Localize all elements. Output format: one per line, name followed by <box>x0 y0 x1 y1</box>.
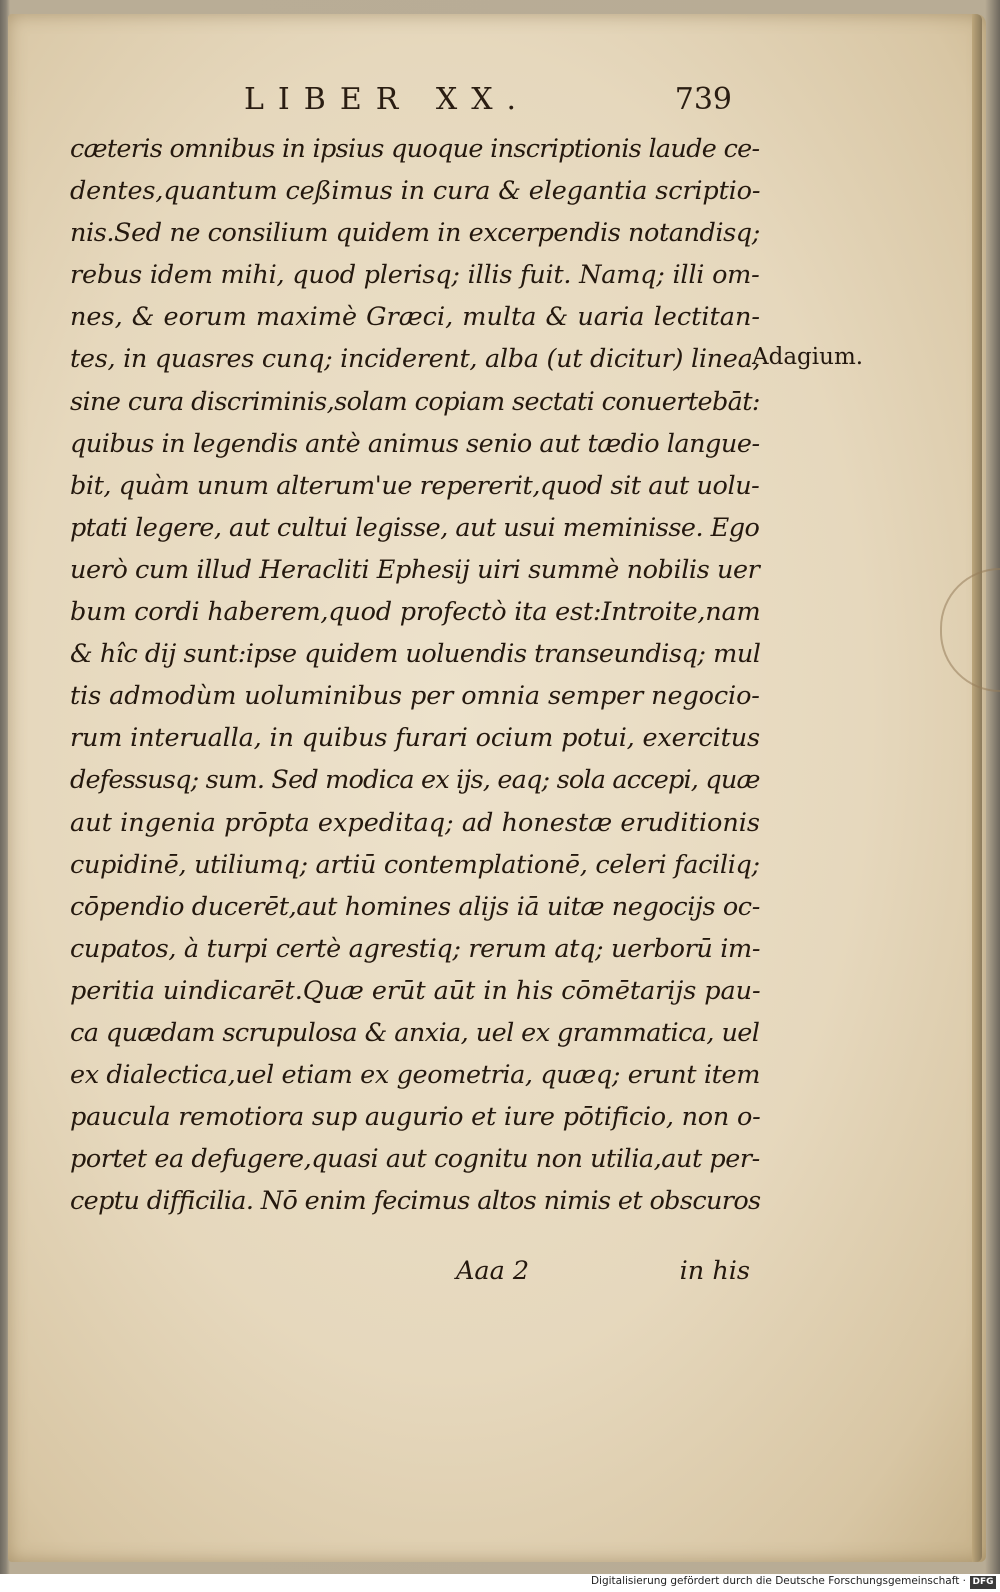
text-line: nes, & eorum maximè Græci, multa & uaria lectitan- <box>70 302 760 333</box>
text-line: dentes,quantum ceßimus in cura & elegantia scriptio- <box>70 176 761 207</box>
signature-mark: Aaa 2 <box>456 1256 530 1286</box>
page-number: 739 <box>674 82 732 117</box>
text-line: aut ingenia prōpta expeditaq; ad honestæ eruditionis <box>70 807 760 838</box>
dfg-logo-icon: DFG <box>970 1576 996 1589</box>
text-line: portet ea defugere,quasi aut cognitu non utilia,aut per- <box>70 1144 760 1175</box>
body-text <box>70 128 760 1222</box>
text-line: tes, in quasres cunq; inciderent, alba (ut dicitur) linea, <box>70 344 761 375</box>
text-line: & hîc dij sunt:ipse quidem uoluendis transeundisq; mul <box>70 639 761 670</box>
text-line: rum interualla, in quibus furari ocium potui, exercitus <box>70 723 760 754</box>
text-line: ex dialectica,uel etiam ex geometria, quæq; erunt item <box>70 1060 760 1091</box>
text-line: cupidinē, utiliumq; artiū contemplationē, celeri faciliq; <box>70 849 760 880</box>
text-line: tis admodùm uoluminibus per omnia semper negocio- <box>70 681 760 712</box>
catchline <box>70 1256 760 1298</box>
text-line: sine cura discriminis,solam copiam sectati conuertebāt: <box>70 386 760 417</box>
funding-credit: Digitalisierung gefördert durch die Deutsche Forschungsgemeinschaft · <box>590 1575 966 1587</box>
text-line: uerò cum illud Heracliti Ephesij uiri summè nobilis uer <box>70 554 760 585</box>
text-line: quibus in legendis antè animus senio aut tædio langue- <box>70 428 760 459</box>
text-line: cæteris omnibus in ipsius quoque inscriptionis laude ce- <box>70 134 760 164</box>
margin-note: Adagium. <box>752 344 864 370</box>
text-line: defessusq; sum. Sed modica ex ijs, eaq; sola accepi, quæ <box>70 765 760 796</box>
text-line: peritia uindicarēt.Quæ erūt aūt in his cōmētarijs pau- <box>70 975 761 1006</box>
text-line: cōpendio ducerēt,aut homines alijs iā uitæ negocijs oc- <box>70 891 760 922</box>
catchword: in his <box>679 1256 750 1286</box>
funding-footer <box>0 1574 1000 1592</box>
text-line: nis.Sed ne consilium quidem in excerpendis notandisq; <box>70 218 760 249</box>
text-line: ceptu difficilia. Nō enim fecimus altos nimis et obscuros <box>70 1186 761 1217</box>
running-head: LIBER XX. <box>244 82 531 117</box>
text-line: bit, quàm unum alterum'ue repererit,quod sit aut uolu- <box>70 470 760 501</box>
text-line: ptati legere, aut cultui legisse, aut usui meminisse. Ego <box>70 512 760 543</box>
text-line: paucula remotiora sup augurio et iure pōtificio, non o- <box>70 1102 761 1133</box>
text-line: ca quædam scrupulosa & anxia, uel ex grammatica, uel <box>70 1017 760 1048</box>
text-line: rebus idem mihi, quod plerisq; illis fuit. Namq; illi om- <box>70 260 760 291</box>
page-header <box>230 82 750 122</box>
text-line: bum cordi haberem,quod profectò ita est:Introite,nam <box>70 597 761 628</box>
text-line: cupatos, à turpi certè agrestiq; rerum atq; uerborū im- <box>70 933 761 964</box>
page-edge <box>972 14 982 1562</box>
